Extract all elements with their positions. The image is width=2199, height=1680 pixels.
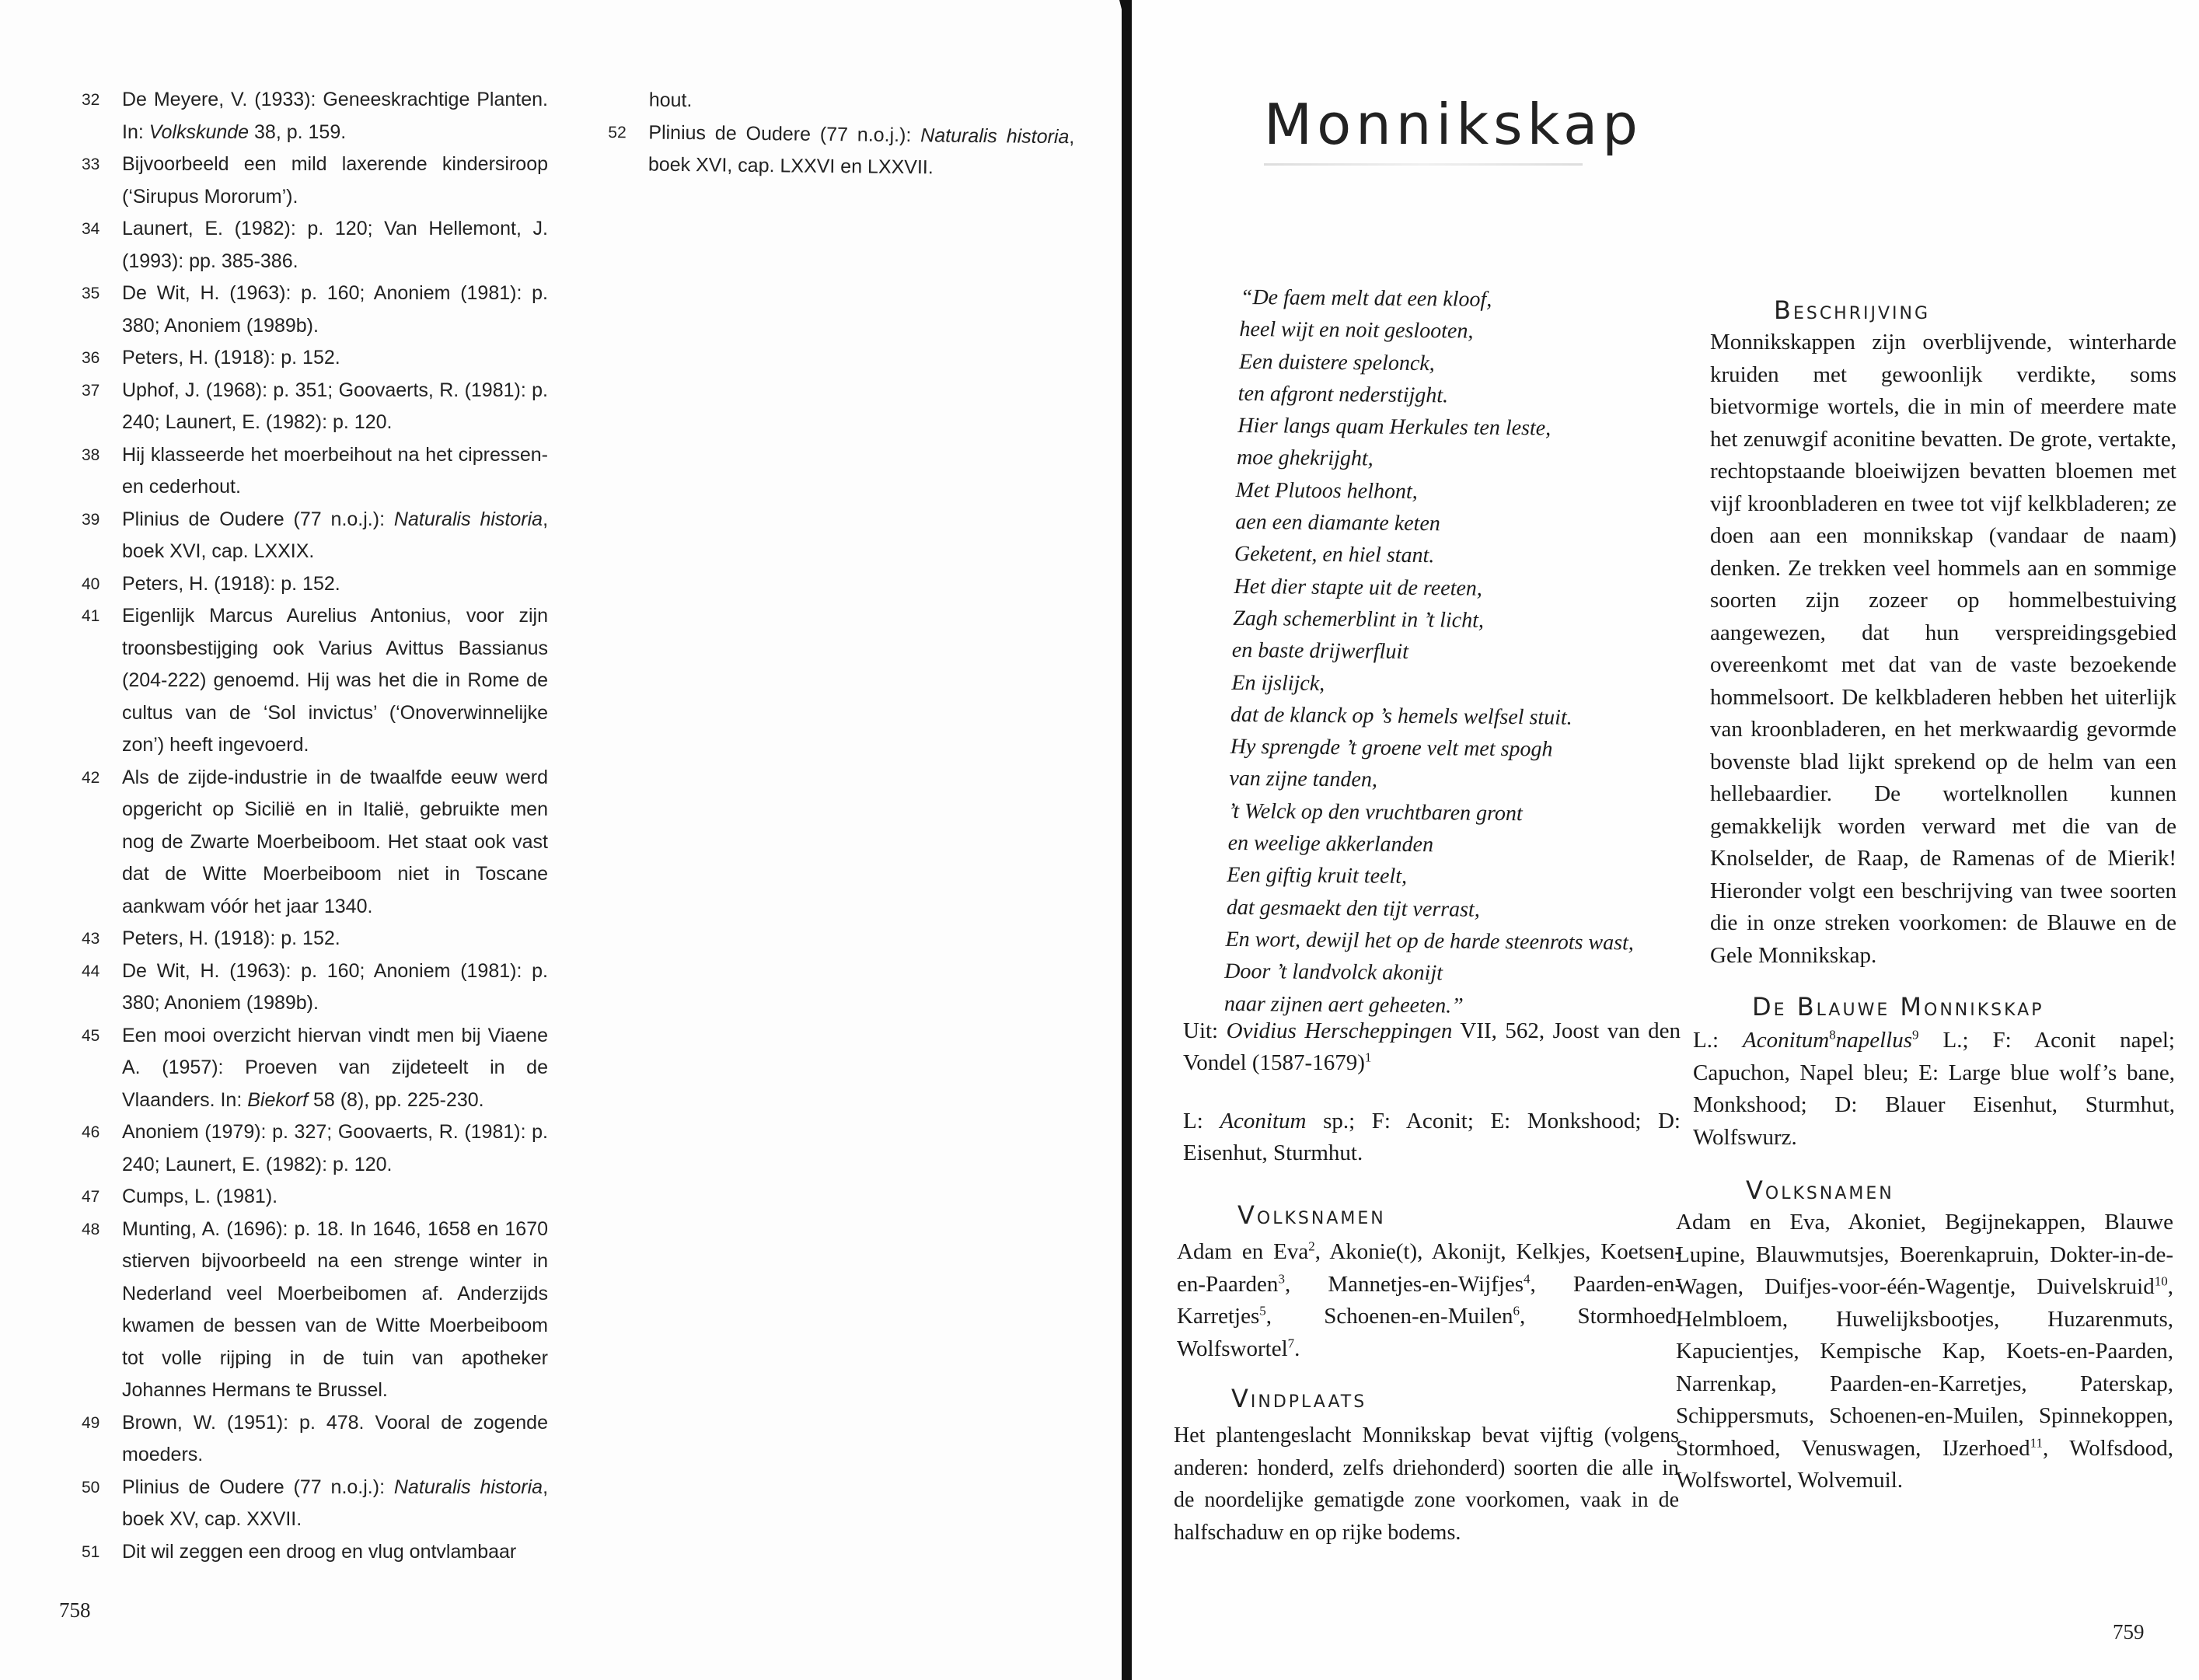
endnote-text: Een mooi overzicht hiervan vindt men bij Viaene A. (1957): Proeven van zijdeteelt in de Vlaanders. In: Biekorf 58 (8), pp. 225-230. (122, 1024, 548, 1111)
endnotes-column-1 (82, 84, 548, 1568)
volksnamen-blauwe-text: Adam en Eva, Akoniet, Begijnekappen, Blauwe Lupine, Blauwmutsjes, Boerenkapruin, Dokter-in-de-Wagen, Duifjes-voor-één-Wagentje, Duivelskruid$^{10}$, Helmbloem, Huwelijksbootjes, Huzarenmuts, Kapucientjes, Kempische Kap, Koets-en-Paarden, Narrenkap, Paarden-en-Karretjes, Paterskap, Schippersmuts, Schoenen-en-Muilen, Spinnekoppen, Stormhoed, Venuswagen, IJzerhoed$^{11}$, Wolfsdood, Wolfswortel, Wolvemuil. (1676, 1210, 2173, 1493)
latin-rest: sp.; F: Aconit; E: Monkshood; D: Eisenhut, Sturmhut. (1183, 1109, 1681, 1165)
endnote-number: 49 (82, 1413, 100, 1432)
poem-line: Zagh schemerblint in ’t licht, (1233, 606, 1485, 633)
endnote (82, 1181, 548, 1214)
poem-line: Het dier stapte uit de reeten, (1234, 574, 1483, 601)
endnote (608, 116, 1075, 185)
endnote (82, 278, 548, 342)
endnote-number: 33 (82, 155, 100, 173)
endnote (82, 342, 548, 375)
page-number-right: 759 (2113, 1620, 2145, 1643)
volksnamen-text: Adam en Eva$^2$, Akonie(t), Akonijt, Kelkjes, Koetsen-en-Paarden$^3$, Mannetjes-en-Wijfjes$^4$, Paarden-en-Karretjes$^5$, Schoenen-en-Muilen$^6$, Stormhoed, Wolfswortel$^7$. (1177, 1238, 1682, 1361)
endnote-text: Brown, W. (1951): p. 478. Vooral de zogende moeders. (122, 1411, 548, 1465)
endnote (82, 600, 548, 762)
endnote (82, 439, 548, 504)
endnote-number: 43 (82, 930, 100, 948)
source-rest: VII, 562, Joost van den Vondel (1587-1679) (1183, 1018, 1681, 1075)
endnote (82, 1214, 548, 1407)
endnote-number: 40 (82, 575, 100, 593)
poem-line: Geketent, en hiel stant. (1234, 542, 1435, 568)
endnote-number: 32 (82, 91, 100, 109)
endnote-number: 42 (82, 768, 100, 787)
endnote-number: 38 (82, 445, 100, 464)
endnote-text: Launert, E. (1982): p. 120; Van Hellemont, J. (1993): pp. 385-386. (122, 218, 548, 272)
poem-line: En ijslijck, (1231, 670, 1325, 696)
endnote-text: Peters, H. (1918): p. 152. (122, 572, 340, 595)
endnote-number: 45 (82, 1026, 100, 1045)
book-gutter (1122, 0, 1132, 1680)
endnote-text: De Wit, H. (1963): p. 160; Anoniem (1981): p. 380; Anoniem (1989b). (122, 959, 548, 1014)
poem-line: ten afgront nederstijght. (1237, 381, 1449, 408)
poem-line: Hier langs quam Herkules ten leste, (1237, 414, 1552, 441)
poem-line: van zijne tanden, (1229, 767, 1378, 793)
source-prefix: Uit: (1183, 1018, 1227, 1043)
endnote-number: 35 (82, 285, 100, 302)
latin-genus: Aconitum (1220, 1109, 1307, 1133)
endnote-text: Eigenlijk Marcus Aurelius Antonius, voor zijn troonsbestijging ook Varius Avittus Bassianus (204-222) genoemd. Hij was het die in Rome de cultus van de ‘Sol invictus’ (‘Onoverwinnelijke zon’) heeft ingevoerd. (122, 605, 548, 756)
endnote-number: 34 (82, 220, 100, 238)
page-number-left: 758 (59, 1598, 91, 1622)
poem-line: dat de klanck op ’s hemels welfsel stuit. (1230, 702, 1572, 730)
endnote-text: De Wit, H. (1963): p. 160; Anoniem (1981): p. 380; Anoniem (1989b). (122, 282, 548, 337)
poem-line: ’t Welck op den vruchtbaren gront (1227, 798, 1523, 826)
poem-line: heel wijt en noit geslooten, (1239, 317, 1474, 344)
heading-volksnamen-blauwe: Volksnamen (1746, 1175, 1894, 1205)
poem-line: Een giftig kruit teelt, (1227, 863, 1408, 889)
poem-line: moe ghekrijght, (1236, 445, 1374, 471)
poem-line: Met Plutoos helhont, (1235, 477, 1418, 504)
endnote (82, 1472, 548, 1536)
endnote-number: 39 (82, 510, 100, 529)
endnote-number: 37 (82, 381, 100, 400)
endnote (82, 504, 548, 568)
poem (1223, 281, 1723, 1024)
endnotes-column-2 (608, 84, 1075, 186)
endnote-number: 48 (82, 1220, 100, 1238)
endnote-number: 41 (82, 607, 100, 625)
endnote (82, 148, 548, 213)
poem-line: Hy sprengde ’t groene velt met spogh (1230, 735, 1553, 762)
endnote-text: hout. (648, 89, 693, 112)
endnote-number: 52 (608, 123, 627, 141)
endnote-text: Plinius de Oudere (77 n.o.j.): Naturalis historia, boek XVI, cap. LXXIX. (122, 508, 549, 562)
poem-line: en weelige akkerlanden (1227, 830, 1434, 857)
endnote-number: 46 (82, 1123, 100, 1141)
poem-line: naar zijnen aert geheeten.” (1223, 991, 1464, 1018)
poem-line: en baste drijwerfluit (1231, 638, 1409, 665)
blauwe-monnikskap-text: L.: Aconitum$^8$napellus$^9$ L.; F: Aconit napel; Capuchon, Napel bleu; E: Large blue wolf’s bane, Monkshood; D: Blauer Eisenhut, Sturmhut, Wolfswurz. (1693, 1027, 2175, 1150)
endnote (82, 1116, 548, 1181)
endnote-number: 51 (82, 1542, 100, 1561)
endnote-text: Bijvoorbeeld een mild laxerende kindersiroop (‘Sirupus Mororum’). (122, 153, 548, 208)
endnote (82, 568, 548, 601)
endnote (82, 375, 548, 439)
heading-beschrijving: Beschrijving (1774, 295, 1931, 325)
poem-line: “De faem melt dat een kloof, (1240, 285, 1492, 312)
latin-prefix: L: (1183, 1109, 1220, 1133)
endnote-number: 50 (82, 1478, 100, 1497)
heading-vindplaats: Vindplaats (1231, 1384, 1367, 1413)
endnote-number: 44 (82, 962, 100, 980)
endnote (82, 762, 548, 924)
endnote-text: Cumps, L. (1981). (122, 1186, 278, 1207)
title-rule (1264, 163, 1583, 166)
vindplaats-text: Het plantengeslacht Monnikskap bevat vijftig (volgens anderen: honderd, zelfs driehonderd) soorten die alle in de noordelijke gematigde zone voorkomen, vaak in de halfschaduw en op rijke bodems. (1174, 1423, 1679, 1545)
source-work: Ovidius Herscheppingen (1226, 1018, 1453, 1043)
endnote-text: De Meyere, V. (1933): Geneeskrachtige Planten. In: Volkskunde 38, p. 159. (122, 89, 548, 143)
endnote-text: Plinius de Oudere (77 n.o.j.): Naturalis historia, boek XVI, cap. LXXVI en LXXVII. (647, 121, 1075, 179)
endnote (82, 955, 548, 1020)
endnote-text: Peters, H. (1918): p. 152. (122, 927, 340, 949)
endnote-number: 36 (82, 349, 100, 367)
endnote-text: Munting, A. (1696): p. 18. In 1646, 1658 en 1670 stierven bijvoorbeeld na een strenge winter in Nederland veel Moerbeibomen af. Anderzijds kwamen de bessen van de Witte Moerbeiboom tot volle rijping in de tuin van apotheker Johannes Hermans te Brussel. (122, 1217, 548, 1401)
poem-line: Een duistere spelonck, (1238, 349, 1435, 375)
endnote (82, 213, 548, 278)
poem-source (1183, 1015, 1681, 1079)
beschrijving-text: Monnikskappen zijn overblijvende, winterharde kruiden met gewoonlijk verdikte, soms bietvormige wortels, die in min of meerdere mate het zenuwgif aconitine bevatten. De grote, vertakte, rechtopstaande bloeiwijzen bevatten bloemen met vijf kroonbladeren en twee tot vijf kelkbladeren; ze doen aan een monnikskap (vandaar de naam) denken. Ze trekken veel hommels aan en sommige soorten zijn zozeer op hommelbestuiving aangewezen, dat hun verspreidingsgebied overeenkomt met dat van de vaste bezoekende hommelsoort. De kelkbladeren hebben het uiterlijk van kroonbladeren, en het merkwaardig gevormde bovenste blad lijkt sprekend op de helm van een hellebaardier. De wortelknollen kunnen gemakkelijk worden verward met die van de Knolselder, de Raap, de Ramenas of de Mierik! Hieronder volgt een beschrijving van twee soorten die in onze streken voorkomen: de Blauwe en de Gele Monnikskap. (1710, 330, 2176, 968)
poem-line: dat gesmaekt den tijt verrast, (1226, 895, 1480, 922)
endnote-number: 47 (82, 1188, 100, 1206)
source-note: 1 (1364, 1050, 1372, 1065)
heading-blauwe-monnikskap: De Blauwe Monnikskap (1752, 992, 2044, 1022)
endnote-text: Plinius de Oudere (77 n.o.j.): Naturalis historia, boek XV, cap. XXVII. (122, 1476, 549, 1530)
endnote (82, 1536, 548, 1569)
endnote-text: Dit wil zeggen een droog en vlug ontvlambaar (122, 1540, 517, 1563)
endnote (82, 923, 548, 955)
endnote-text: Als de zijde-industrie in de twaalfde eeuw werd opgericht op Sicilië en in Italië, gebruikte men nog de Zwarte Moerbeiboom. Het staat ook vast dat de Witte Moerbeiboom niet in Toscane aankwam vóór het jaar 1340. (122, 766, 548, 917)
right-page (1132, 0, 2199, 1680)
endnote (82, 84, 548, 148)
endnote-text: Hij klasseerde het moerbeihout na het cipressen- en cederhout. (122, 443, 548, 498)
endnote-text: Anoniem (1979): p. 327; Goovaerts, R. (1981): p. 240; Launert, E. (1982): p. 120. (122, 1121, 548, 1175)
latin-names (1183, 1105, 1681, 1169)
endnote (609, 84, 1075, 121)
endnote-text: Uphof, J. (1968): p. 351; Goovaerts, R. (1981): p. 240; Launert, E. (1982): p. 120. (122, 379, 548, 433)
endnote (82, 1020, 548, 1117)
poem-line: En wort, dewijl het op de harde steenrots wast, (1225, 927, 1634, 955)
page-title: Monnikskap (1264, 92, 1642, 157)
poem-line: aen een diamante keten (1235, 510, 1440, 536)
endnote (82, 1407, 548, 1472)
poem-line: Door ’t landvolck akonijt (1224, 959, 1443, 986)
endnote-text: Peters, H. (1918): p. 152. (122, 347, 340, 368)
heading-volksnamen: Volksnamen (1237, 1200, 1386, 1230)
